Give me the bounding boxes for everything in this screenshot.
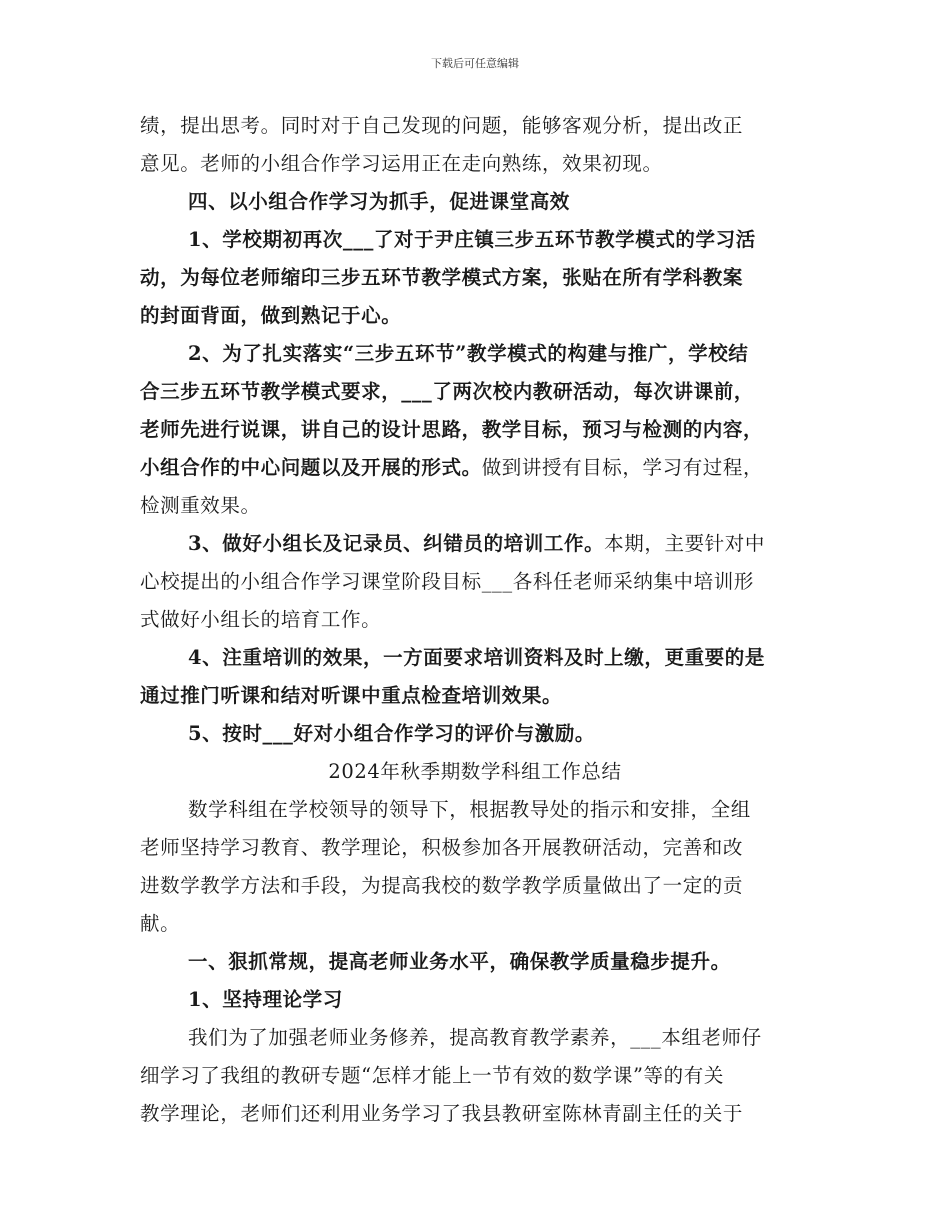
subsection-heading xyxy=(188,986,343,1014)
section-heading xyxy=(188,188,570,216)
text-segment: 4、注重培训的效果，一方面要求培训资料及时上缴，更重要的是 xyxy=(188,646,765,669)
text-segment: 小组合作的中心问题以及开展的形式。 xyxy=(140,456,482,479)
text-segment: 2024年秋季期数学科组工作总结 xyxy=(328,760,622,783)
paragraph-line xyxy=(140,378,754,406)
paragraph-line xyxy=(140,302,401,330)
paragraph-line xyxy=(140,910,180,938)
paragraph-line xyxy=(188,796,751,824)
paragraph-line xyxy=(140,1062,724,1090)
text-segment: 我们为了加强老师业务修养，提高教育教学素养，___本组老师仔 xyxy=(188,1026,762,1049)
paragraph-line xyxy=(188,226,756,254)
page-header: 下载后可任意编辑 xyxy=(431,57,519,70)
paragraph-line xyxy=(188,720,595,748)
paragraph-line xyxy=(140,872,743,900)
text-segment: 老师坚持学习教育、教学理论，积极参加各开展教研活动，完善和改 xyxy=(140,836,744,859)
text-segment: 绩，提出思考。同时对于自己发现的问题，能够客观分析，提出改正 xyxy=(140,114,744,137)
text-segment: 四、以小组合作学习为抓手，促进课堂高效 xyxy=(188,190,570,213)
text-segment: 意见。老师的小组合作学习运用正在走向熟练，效果初现。 xyxy=(140,152,663,175)
paragraph-line xyxy=(140,606,381,634)
document-title xyxy=(0,758,950,786)
paragraph-line xyxy=(140,112,743,140)
text-segment: 1、坚持理论学习 xyxy=(188,988,343,1011)
paragraph-line xyxy=(140,834,743,862)
text-segment: 动，为每位老师缩印三步五环节教学模式方案，张贴在所有学科教案 xyxy=(140,266,744,289)
text-segment: 一、狠抓常规，提高老师业务水平，确保教学质量稳步提升。 xyxy=(188,950,731,973)
paragraph-line xyxy=(188,530,765,558)
paragraph-line xyxy=(140,682,562,710)
paragraph-line xyxy=(140,1100,743,1128)
text-segment: 式做好小组长的培育工作。 xyxy=(140,608,382,631)
text-segment: 数学科组在学校领导的领导下，根据教导处的指示和安排，全组 xyxy=(188,798,751,821)
paragraph-line xyxy=(140,454,763,482)
text-segment: 合三步五环节教学模式要求，___了两次校内教研活动，每次讲课前， xyxy=(140,380,754,403)
paragraph-line xyxy=(188,644,765,672)
text-segment: 2、为了扎实落实“三步五环节”教学模式的构建与推广，学校结 xyxy=(188,342,749,365)
text-segment: 老师先进行说课，讲自己的设计思路，教学目标，预习与检测的内容， xyxy=(140,418,764,441)
paragraph-line xyxy=(140,568,754,596)
text-segment: 3、做好小组长及记录员、纠错员的培训工作。 xyxy=(188,532,605,555)
text-segment: 做到讲授有目标，学习有过程， xyxy=(481,456,764,479)
text-segment: 通过推门听课和结对听课中重点检查培训效果。 xyxy=(140,684,563,707)
text-segment: 本期，主要针对中 xyxy=(604,532,765,555)
text-segment: 细学习了我组的教研专题“怎样才能上一节有效的数学课”等的有关 xyxy=(140,1064,724,1087)
paragraph-line xyxy=(140,492,261,520)
paragraph-line xyxy=(140,150,663,178)
text-segment: 教学理论，老师们还利用业务学习了我县教研室陈林青副主任的关于 xyxy=(140,1102,744,1125)
text-segment: 进数学教学方法和手段，为提高我校的数学教学质量做出了一定的贡 xyxy=(140,874,744,897)
paragraph-line xyxy=(140,264,743,292)
text-segment: 1、学校期初再次___了对于尹庄镇三步五环节教学模式的学习活 xyxy=(188,228,756,251)
paragraph-line xyxy=(140,416,763,444)
text-segment: 的封面背面，做到熟记于心。 xyxy=(140,304,402,327)
text-segment: 心校提出的小组合作学习课堂阶段目标___各科任老师采纳集中培训形 xyxy=(140,570,754,593)
paragraph-line xyxy=(188,1024,762,1052)
section-heading xyxy=(188,948,731,976)
paragraph-line xyxy=(188,340,748,368)
text-segment: 检测重效果。 xyxy=(140,494,261,517)
text-segment: 献。 xyxy=(140,912,181,935)
text-segment: 5、按时___好对小组合作学习的评价与激励。 xyxy=(188,722,596,745)
